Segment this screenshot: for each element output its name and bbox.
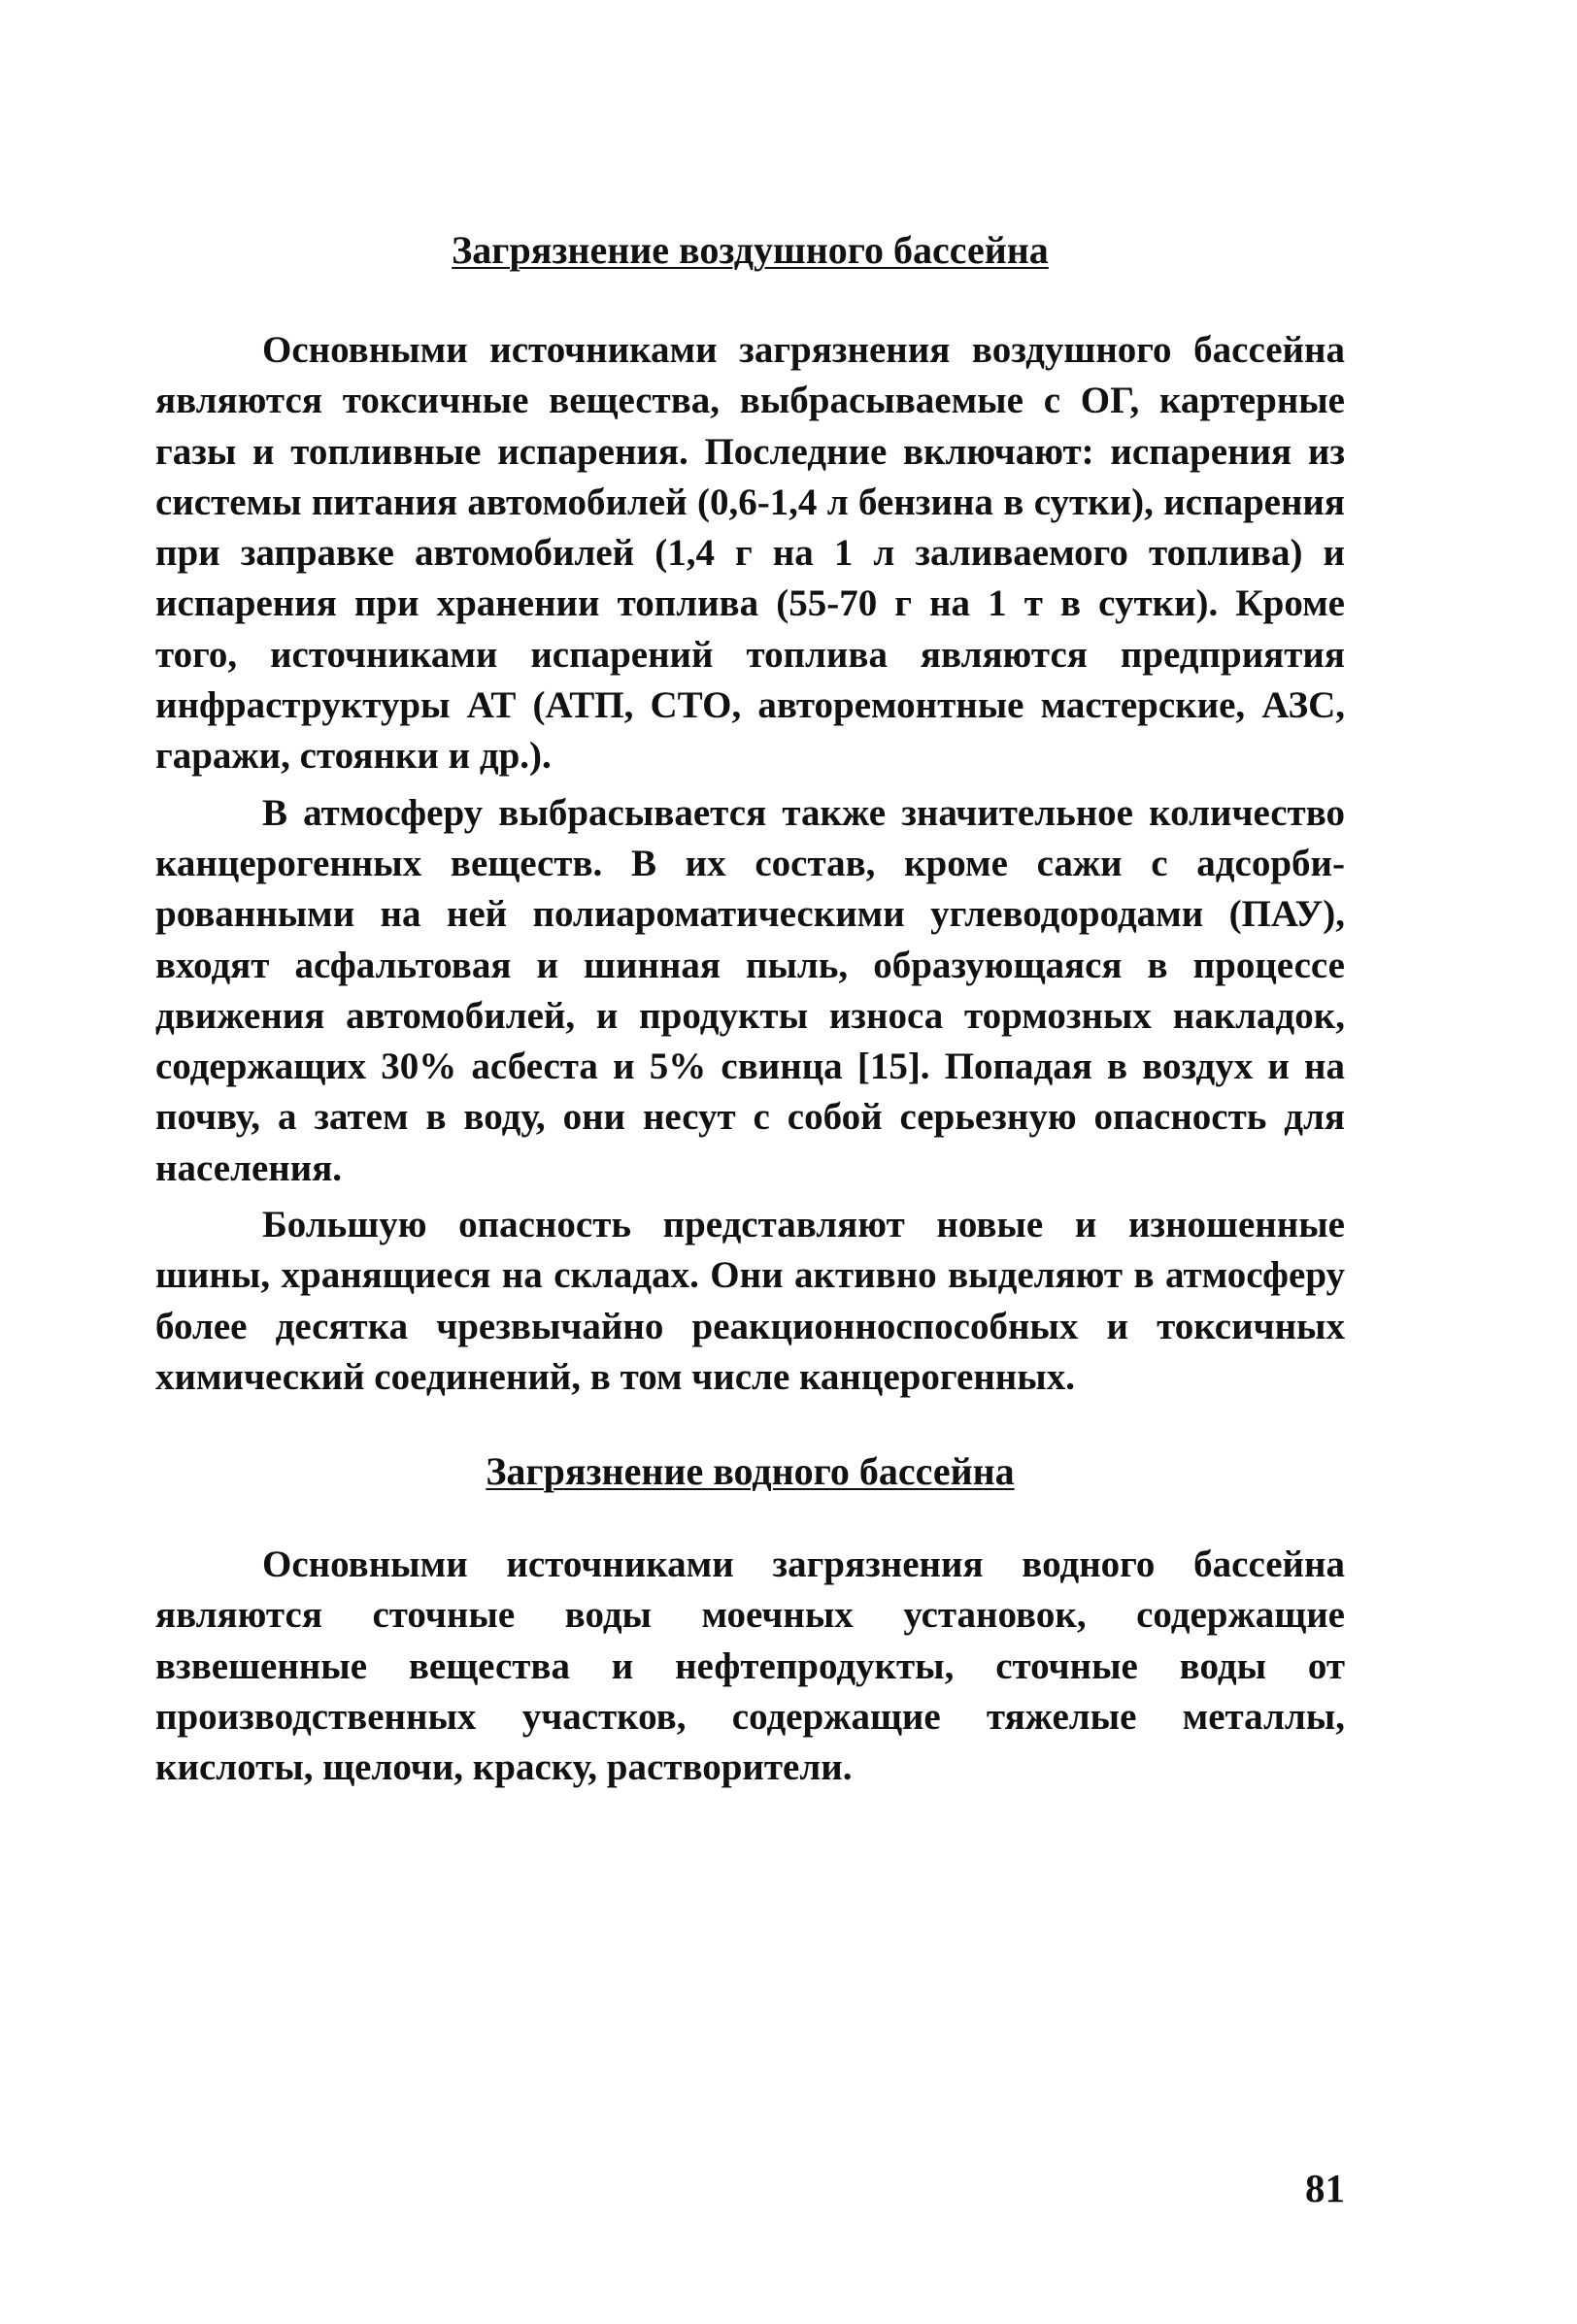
section-heading-air: Загрязнение воздушного бассейна bbox=[452, 228, 1049, 272]
paragraph: Основными источниками загрязнения воздушного бассейна являются токсичные вещества, выбрасываемые с ОГ, картерные газы и топливные испарения. Последние включают: испарения из системы питания автомобилей (0,6-1,4 л бензина в сутки), испарения при заправке автомобилей (1,4 г на 1 л заливаемого топлива) и испарения при хранении топлива (55-70 г на 1 т в сутки). Кроме того, источниками испарений топлива являются предприятия инфраструктуры АТ (АТП, СТО, авторемонтные мастерские, АЗС, гаражи, стоянки и др.). bbox=[155, 329, 1345, 778]
paragraph: В атмосферу выбрасывается также значительное количество канцерогенных веществ. В их состав, кроме сажи с адсорбированными на ней полиароматическими углеводородами (ПАУ), входят асфальтовая и шинная пыль, образующаяся в процессе движения автомобилей, и продукты износа тормозных накладок, содержащих 30% асбеста и 5% свинца [15]. Попадая в воздух и на почву, а затем в воду, они несут с собой серьезную опасность для населения. bbox=[155, 791, 1345, 1189]
page-number: 81 bbox=[1305, 2166, 1345, 2210]
paragraph: Основными источниками загрязнения водного бассейна являются сточные воды моечных установок, содержащие взвешенные вещества и нефтепродукты, сточные воды от производственных участков, содержащие тяжелые металлы, кислоты, щелочи, краску, растворители. bbox=[155, 1544, 1345, 1789]
section-water-pollution bbox=[155, 1540, 1345, 1793]
document-page bbox=[155, 0, 1345, 2324]
section-air-pollution bbox=[155, 325, 1345, 1403]
section-heading-water: Загрязнение водного бассейна bbox=[486, 1449, 1015, 1493]
paragraph: Большую опасность представляют новые и изношенные шины, хранящиеся на складах. Они активно выделяют в атмосферу более десятка чрезвычайно реакционноспособных и токсичных химический соединений, в том числе канцерогенных. bbox=[155, 1204, 1345, 1398]
